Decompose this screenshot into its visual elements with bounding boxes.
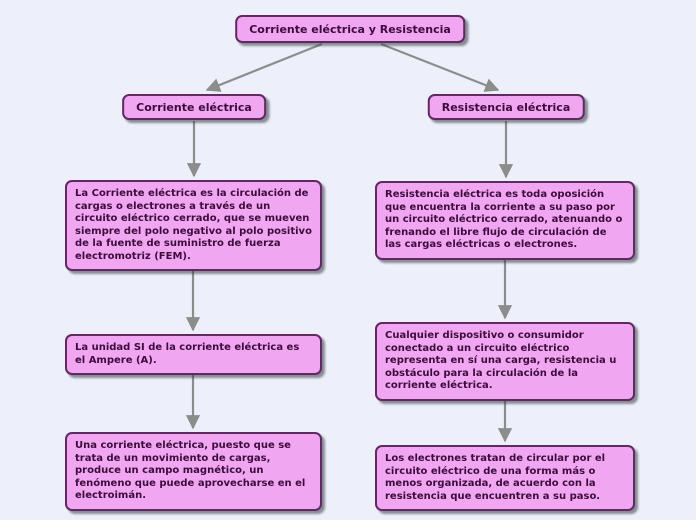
node-corriente-electrica[interactable]: Corriente eléctrica — [122, 94, 266, 120]
node-resistencia-electrica[interactable]: Resistencia eléctrica — [428, 94, 585, 120]
node-corriente-unidad[interactable]: La unidad SI de la corriente eléctrica es el Ampere (A). — [65, 334, 322, 375]
node-corriente-definicion[interactable]: La Corriente eléctrica es la circulación de cargas o electrones a través de un circuito eléctrico cerrado, que se mueven siempre del polo negativo al polo positivo de la fuente de suministro de fuerza electromotriz (FEM). — [65, 180, 322, 271]
arrow-root-to-corriente — [207, 44, 322, 90]
node-resistencia-electrones[interactable]: Los electrones tratan de circular por el circuito eléctrico de una forma más o menos organizada, de acuerdo con la resistencia que encuentren a su paso. — [375, 445, 635, 511]
node-corriente-electroiman[interactable]: Una corriente eléctrica, puesto que se trata de un movimiento de cargas, produce un campo magnético, un fenómeno que puede aprovecharse en el electroimán. — [65, 432, 322, 511]
arrow-root-to-resistencia — [381, 44, 498, 90]
node-root[interactable]: Corriente eléctrica y Resistencia — [235, 15, 465, 43]
node-resistencia-carga[interactable]: Cualquier dispositivo o consumidor conectado a un circuito eléctrico representa en sí una carga, resistencia u obstáculo para la circulación de la corriente eléctrica. — [375, 322, 635, 401]
node-resistencia-definicion[interactable]: Resistencia eléctrica es toda oposición que encuentra la corriente a su paso por un circuito eléctrico cerrado, atenuando o frenando el libre flujo de circulación de las cargas eléctricas o electrones. — [375, 181, 635, 260]
